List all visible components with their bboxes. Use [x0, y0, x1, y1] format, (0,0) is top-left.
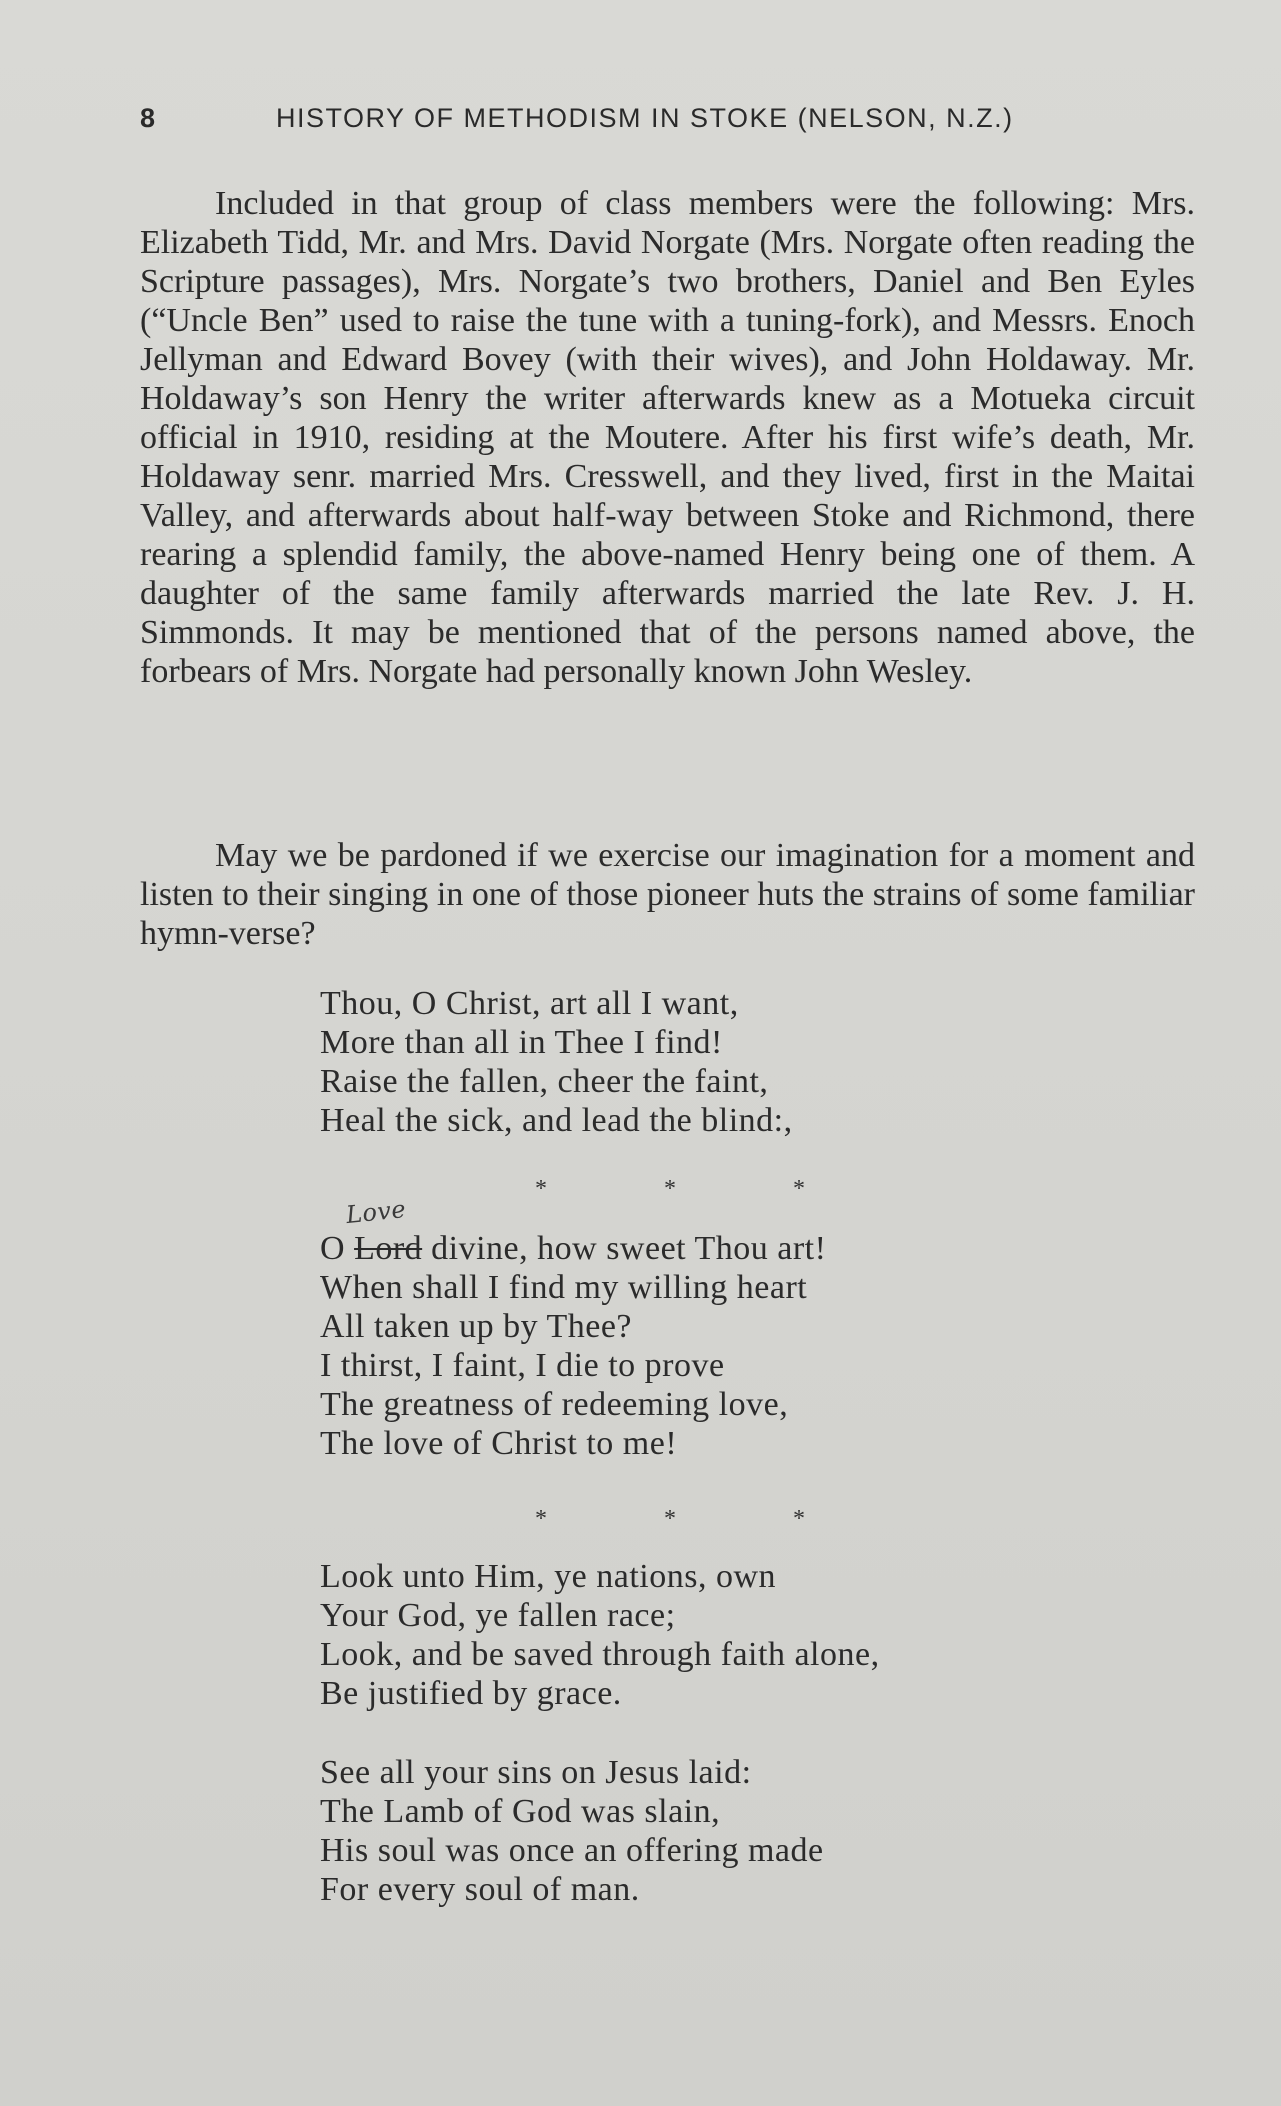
hymn-verse-4	[320, 1753, 824, 1909]
asterisk: *	[664, 1506, 676, 1532]
asterisk: *	[535, 1506, 547, 1532]
hymn-verse-2	[320, 1194, 827, 1463]
verse-line: Thou, O Christ, art all I want,	[320, 985, 739, 1022]
corrected-word	[344, 1194, 423, 1268]
verse-line: I thirst, I faint, I die to prove	[320, 1347, 725, 1384]
verse-line: The Lamb of God was slain,	[320, 1793, 721, 1830]
asterisk: *	[664, 1176, 676, 1202]
asterisk: *	[535, 1176, 547, 1202]
page-header	[140, 103, 1200, 137]
hymn-verse-3	[320, 1557, 880, 1713]
verse-line: More than all in Thee I find!	[320, 1024, 723, 1061]
paragraph-hymn-intro: May we be pardoned if we exercise our imagination for a moment and listen to their singing in one of those pioneer huts the strains of some familiar hymn-verse?	[140, 837, 1195, 952]
running-title: HISTORY OF METHODISM IN STOKE (NELSON, N.Z.)	[276, 103, 1014, 133]
verse-line-rest: divine, how sweet Thou art!	[422, 1230, 827, 1267]
section-divider	[535, 1176, 805, 1203]
verse-line: All taken up by Thee?	[320, 1308, 633, 1345]
verse-line: Your God, ye fallen race;	[320, 1597, 676, 1634]
verse-line: Be justified by grace.	[320, 1675, 622, 1712]
verse-line: Heal the sick, and lead the blind:,	[320, 1102, 793, 1139]
section-divider	[535, 1506, 805, 1533]
hymn-verse-1	[320, 984, 793, 1140]
verse-line-prefix: O	[320, 1230, 355, 1267]
asterisk: *	[793, 1176, 805, 1202]
verse-line: See all your sins on Jesus laid:	[320, 1754, 752, 1791]
handwritten-correction: Love	[344, 1194, 408, 1230]
verse-line: His soul was once an offering made	[320, 1832, 824, 1869]
verse-line: For every soul of man.	[320, 1871, 640, 1908]
page-number: 8	[140, 103, 157, 133]
verse-line: The greatness of redeeming love,	[320, 1386, 789, 1423]
asterisk: *	[793, 1506, 805, 1532]
struck-word: Lord	[354, 1230, 423, 1267]
paragraph-class-members: Included in that group of class members were the following: Mrs. Elizabeth Tidd, Mr. and Mrs. David Norgate (Mrs. Norgate often reading the Scripture passages), Mrs. Norgate’s two brothers, Daniel and Ben Eyles (“Uncle Ben” used to raise the tune with a tuning-fork), and Messrs. Enoch Jellyman and Edward Bovey (with their wives), and John Holdaway. Mr. Holdaway’s son Henry the writer afterwards knew as a Motueka circuit official in 1910, residing at the Moutere. After his first wife’s death, Mr. Holdaway senr. married Mrs. Cresswell, and they lived, first in the Maitai Valley, and afterwards about half-way between Stoke and Richmond, there rearing a splendid family, the above-named Henry being one of them. A daughter of the same family afterwards married the late Rev. J. H. Simmonds. It may be mentioned that of the persons named above, the forbears of Mrs. Norgate had personally known John Wesley.	[140, 185, 1195, 690]
verse-line	[320, 1194, 827, 1268]
verse-line: Look unto Him, ye nations, own	[320, 1558, 777, 1595]
verse-line: Raise the fallen, cheer the faint,	[320, 1063, 769, 1100]
verse-line: The love of Christ to me!	[320, 1425, 678, 1462]
verse-line: Look, and be saved through faith alone,	[320, 1636, 880, 1673]
verse-line: When shall I find my willing heart	[320, 1269, 808, 1306]
